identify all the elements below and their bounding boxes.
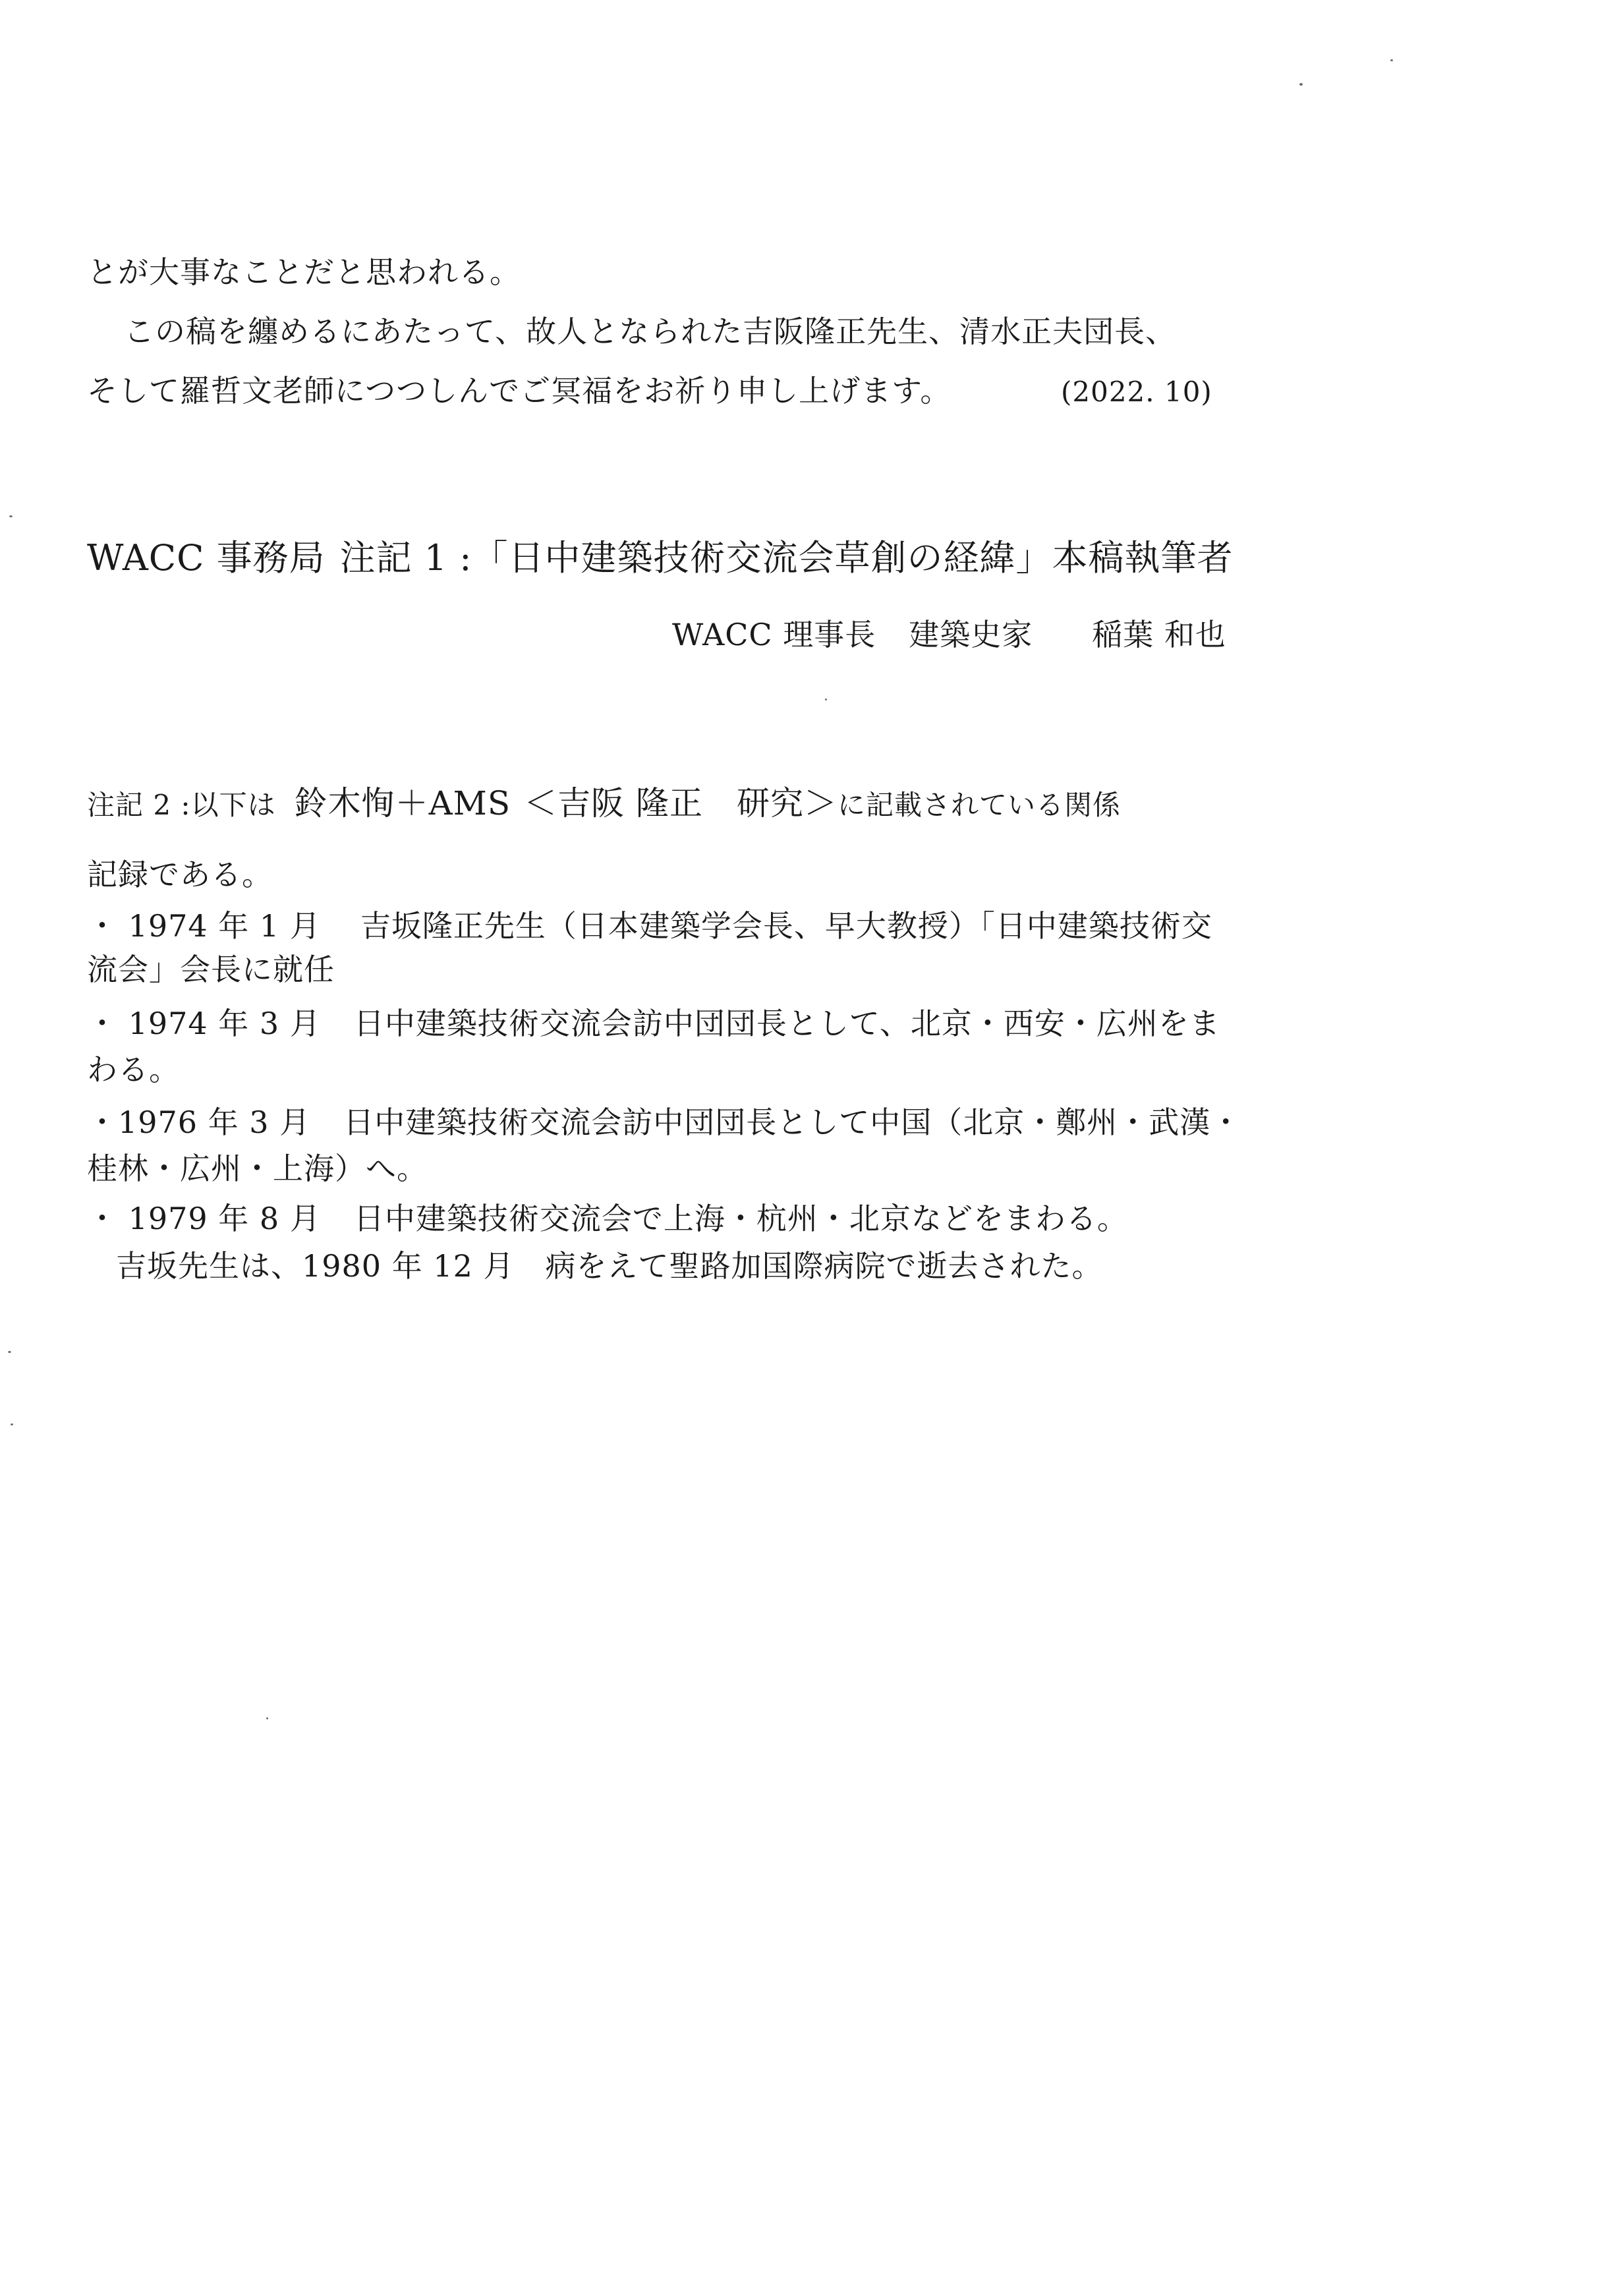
note1-title: 注記 1 :「日中建築技術交流会草創の経緯」本稿執筆者 (339, 537, 1234, 579)
scan-speck (9, 515, 13, 517)
note2-heading (87, 784, 1122, 822)
scan-speck (1390, 59, 1393, 61)
entry-2 (87, 1008, 1220, 1039)
scan-speck (825, 699, 827, 701)
entry-1-date: ・ 1974 年 1 月 (87, 908, 321, 944)
note1-heading (87, 537, 1234, 579)
entry-2-cont: わる。 (87, 1052, 180, 1087)
note1-author-name: 稲葉 和也 (1092, 617, 1226, 652)
final-line: 吉坂先生は、1980 年 12 月 病をえて聖路加国際病院で逝去された。 (116, 1248, 1103, 1284)
note1-author-role: 建築史家 (909, 617, 1033, 652)
scan-speck (1299, 83, 1303, 86)
closing-line-3: そして羅哲文老師につつしんでご冥福をお祈り申し上げます。 (87, 373, 952, 409)
entry-4 (87, 1203, 1128, 1234)
entry-3-text: 日中建築技術交流会訪中団団長として中国（北京・鄭州・武漢・ (343, 1105, 1242, 1140)
note1-author-org: WACC 理事長 (672, 617, 876, 652)
entry-2-date: ・ 1974 年 3 月 (87, 1006, 321, 1041)
entry-3 (87, 1105, 1242, 1140)
entry-3-date: ・1976 年 3 月 (87, 1105, 311, 1140)
note2-source-author: 鈴木恂＋AMS (294, 784, 511, 822)
entry-1-text: 吉坂隆正先生（日本建築学会長、早大教授）「日中建築技術交 (360, 908, 1212, 944)
note2-label: 注記 2 :以下は (87, 789, 276, 821)
scan-speck (8, 1351, 11, 1353)
entry-1-cont: 流会」会長に就任 (87, 952, 335, 987)
entry-2-text: 日中建築技術交流会訪中団団長として、北京・西安・広州をま (353, 1006, 1220, 1041)
entry-4-date: ・ 1979 年 8 月 (87, 1201, 321, 1236)
note1-prefix: WACC 事務局 (87, 537, 326, 579)
note2-source-title: ＜吉阪 隆正 研究＞ (524, 784, 838, 822)
closing-date: (2022. 10) (1061, 376, 1212, 408)
entry-1 (87, 908, 1212, 944)
closing-line-1: とが大事なことだと思われる。 (87, 254, 521, 290)
entry-3-cont: 桂林・広州・上海）へ。 (87, 1151, 428, 1186)
scan-speck (11, 1423, 13, 1425)
entry-4-text: 日中建築技術交流会で上海・杭州・北京などをまわる。 (353, 1201, 1128, 1236)
scan-speck (266, 1717, 268, 1719)
note2-tail: に記載されている関係 (838, 789, 1122, 821)
note1-author (672, 619, 1226, 650)
closing-line-2: この稿を纏めるにあたって、故人となられた吉阪隆正先生、清水正夫団長、 (124, 314, 1177, 349)
note2-line-2: 記録である。 (87, 857, 273, 892)
